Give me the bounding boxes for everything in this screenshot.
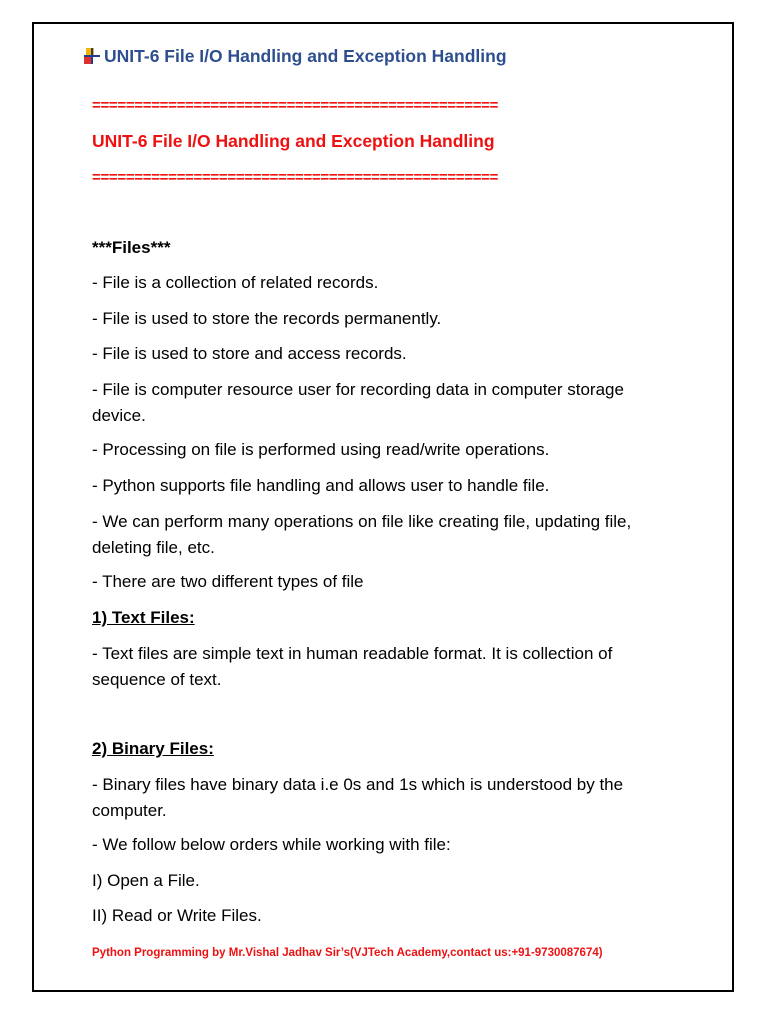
- order-item: I) Open a File.: [92, 871, 200, 890]
- binary-files-desc: - Binary files have binary data i.e 0s and 1s which is understood by the computer.: [92, 775, 624, 820]
- separator-bottom: ================================================: [92, 169, 499, 186]
- page-header: [84, 44, 507, 68]
- files-point: - File is computer resource user for recording data in computer storage device.: [92, 380, 624, 425]
- text-files-heading: 1) Text Files:: [92, 608, 195, 627]
- files-point: - Python supports file handling and allows user to handle file.: [92, 476, 550, 495]
- header-title: UNIT-6 File I/O Handling and Exception Handling: [104, 45, 507, 66]
- footer-credit: Python Programming by Mr.Vishal Jadhav Sir’s(VJTech Academy,contact us:+91-9730087674): [92, 947, 603, 959]
- binary-files-heading: 2) Binary Files:: [92, 739, 214, 758]
- files-point: - We can perform many operations on file like creating file, updating file, deleting file, etc.: [92, 512, 632, 557]
- header-bullet-icon: [84, 48, 100, 64]
- files-point: - File is used to store and access records.: [92, 344, 407, 363]
- files-point: - File is a collection of related records.: [92, 273, 379, 292]
- order-item: II) Read or Write Files.: [92, 906, 262, 925]
- separator-top: ================================================: [92, 97, 499, 114]
- orders-intro: - We follow below orders while working with file:: [92, 835, 451, 854]
- files-point: - Processing on file is performed using read/write operations.: [92, 440, 550, 459]
- files-point: - File is used to store the records permanently.: [92, 309, 442, 328]
- files-point: - There are two different types of file: [92, 572, 364, 591]
- banner-title: UNIT-6 File I/O Handling and Exception Handling: [92, 131, 495, 151]
- files-heading: ***Files***: [92, 238, 171, 257]
- text-files-desc: - Text files are simple text in human readable format. It is collection of sequence of text.: [92, 644, 613, 689]
